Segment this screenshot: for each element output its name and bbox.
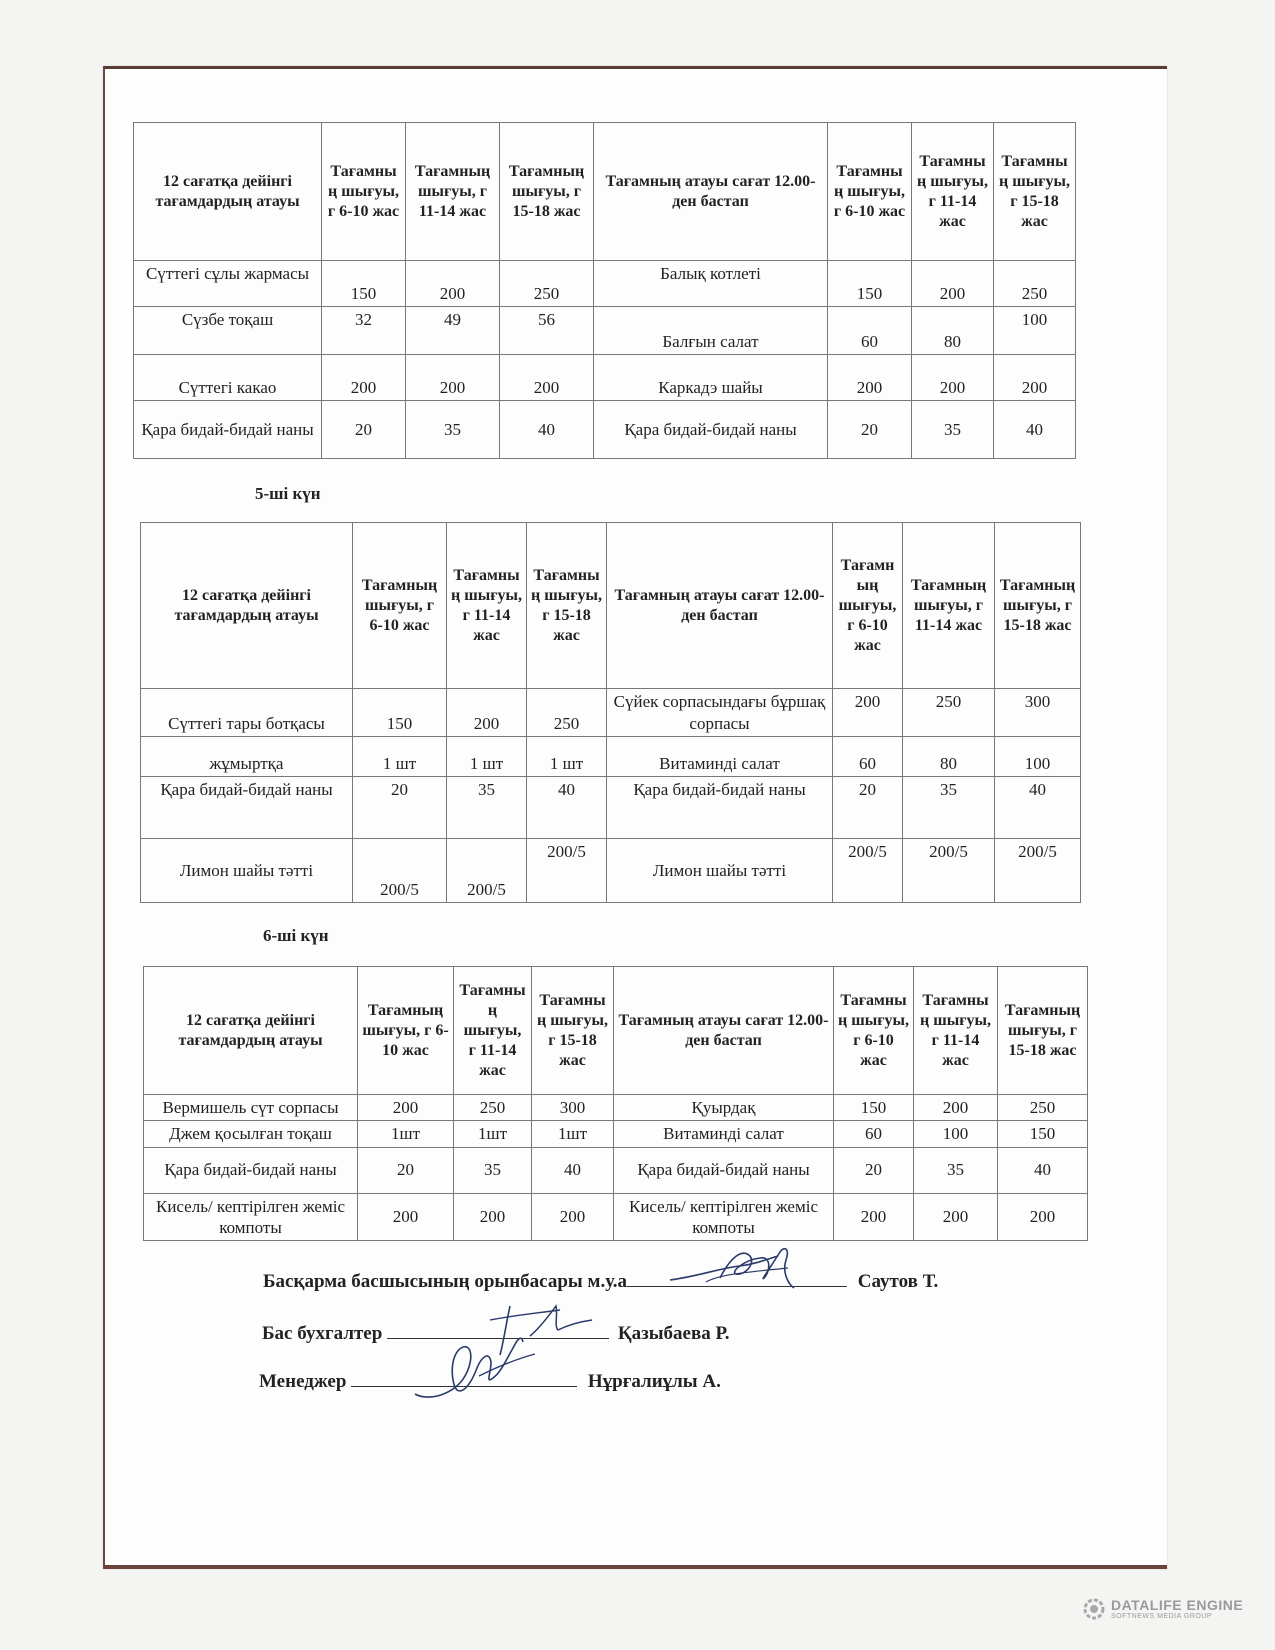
table-header-row xyxy=(134,123,1076,261)
portion-value: 80 xyxy=(903,737,995,777)
dish-name: Каркадэ шайы xyxy=(594,355,828,401)
table-row xyxy=(134,261,1076,307)
header-output-6-10: Тағамның шығуы, г 6-10 жас xyxy=(834,967,914,1095)
header-morning-dishes: 12 сағатқа дейінгі тағамдардың атауы xyxy=(141,523,353,689)
header-output-6-10: Тағамның шығуы, г 6-10 жас xyxy=(358,967,454,1095)
portion-value: 250 xyxy=(454,1095,532,1121)
portion-value: 1 шт xyxy=(353,737,447,777)
portion-value: 200 xyxy=(912,355,994,401)
portion-value: 60 xyxy=(828,307,912,355)
menu-table-day6 xyxy=(143,966,1088,1241)
portion-value: 40 xyxy=(998,1147,1088,1193)
header-output-15-18: Тағамның шығуы, г 15-18 жас xyxy=(998,967,1088,1095)
portion-value: 1 шт xyxy=(527,737,607,777)
portion-value: 150 xyxy=(998,1121,1088,1147)
header-output-6-10: Тағамның шығуы, г 6-10 жас xyxy=(322,123,406,261)
portion-value: 250 xyxy=(994,261,1076,307)
header-output-15-18: Тағамның шығуы, г 15-18 жас xyxy=(527,523,607,689)
dish-name: Қара бидай-бидай наны xyxy=(594,401,828,459)
portion-value: 200 xyxy=(914,1193,998,1241)
portion-value: 40 xyxy=(527,777,607,839)
header-output-6-10: Тағамның шығуы, г 6-10 жас xyxy=(828,123,912,261)
dish-name: Джем қосылған тоқаш xyxy=(144,1121,358,1147)
header-output-15-18: Тағамның шығуы, г 15-18 жас xyxy=(500,123,594,261)
portion-value: 200/5 xyxy=(833,839,903,903)
header-output-6-10: Тағамның шығуы, г 6-10 жас xyxy=(833,523,903,689)
table-row xyxy=(134,401,1076,459)
portion-value: 35 xyxy=(912,401,994,459)
portion-value: 200 xyxy=(532,1193,614,1241)
portion-value: 40 xyxy=(500,401,594,459)
portion-value: 35 xyxy=(447,777,527,839)
portion-value: 250 xyxy=(500,261,594,307)
header-afternoon-dishes: Тағамның атауы сағат 12.00-ден бастап xyxy=(607,523,833,689)
header-output-11-14: Тағамның шығуы, г 11-14 жас xyxy=(914,967,998,1095)
portion-value: 56 xyxy=(500,307,594,355)
day-6-title: 6-ші күн xyxy=(263,926,329,945)
portion-value: 1шт xyxy=(532,1121,614,1147)
header-output-11-14: Тағамның шығуы, г 11-14 жас xyxy=(406,123,500,261)
portion-value: 300 xyxy=(995,689,1081,737)
portion-value: 35 xyxy=(914,1147,998,1193)
portion-value: 300 xyxy=(532,1095,614,1121)
dish-name: Қара бидай-бидай наны xyxy=(607,777,833,839)
dish-name: Сүттегі сұлы жармасы xyxy=(134,261,322,307)
portion-value: 40 xyxy=(995,777,1081,839)
deputy-name: Саутов Т. xyxy=(857,1271,939,1292)
portion-value: 150 xyxy=(353,689,447,737)
portion-value: 200 xyxy=(358,1193,454,1241)
manager-label: Менеджер xyxy=(259,1371,347,1392)
portion-value: 100 xyxy=(995,737,1081,777)
portion-value: 200 xyxy=(447,689,527,737)
deputy-handwritten-signature xyxy=(660,1238,810,1298)
portion-value: 35 xyxy=(406,401,500,459)
dish-name: Қуырдақ xyxy=(614,1095,834,1121)
table-header-row xyxy=(141,523,1081,689)
portion-value: 250 xyxy=(527,689,607,737)
dish-name: Сүттегі какао xyxy=(134,355,322,401)
dish-name: Балғын салат xyxy=(594,307,828,355)
header-output-15-18: Тағамның шығуы, г 15-18 жас xyxy=(995,523,1081,689)
portion-value: 200/5 xyxy=(447,839,527,903)
header-output-11-14: Тағамның шығуы, г 11-14 жас xyxy=(447,523,527,689)
header-afternoon-dishes: Тағамның атауы сағат 12.00-ден бастап xyxy=(594,123,828,261)
portion-value: 150 xyxy=(828,261,912,307)
dish-name: Вермишель сүт сорпасы xyxy=(144,1095,358,1121)
dish-name: Кисель/ кептірілген жеміс компоты xyxy=(144,1193,358,1241)
portion-value: 100 xyxy=(994,307,1076,355)
table-row xyxy=(141,839,1081,903)
portion-value: 200 xyxy=(833,689,903,737)
dish-name: Сүйек сорпасындағы бұршақ сорпасы xyxy=(607,689,833,737)
portion-value: 200 xyxy=(322,355,406,401)
dish-name: Сүттегі тары ботқасы xyxy=(141,689,353,737)
site-watermark xyxy=(1083,1597,1243,1620)
portion-value: 200 xyxy=(994,355,1076,401)
table-row xyxy=(141,737,1081,777)
dish-name: Балық котлеті xyxy=(594,261,828,307)
day-5-title: 5-ші күн xyxy=(255,484,321,503)
portion-value: 35 xyxy=(903,777,995,839)
portion-value: 200 xyxy=(912,261,994,307)
watermark-title: DATALIFE ENGINE xyxy=(1111,1597,1244,1613)
dish-name: Сүзбе тоқаш xyxy=(134,307,322,355)
portion-value: 32 xyxy=(322,307,406,355)
header-output-11-14: Тағамның шығуы, г 11-14 жас xyxy=(903,523,995,689)
manager-handwritten-signature xyxy=(405,1328,545,1408)
dish-name: Лимон шайы тәтті xyxy=(141,839,353,903)
dish-name: Қара бидай-бидай наны xyxy=(134,401,322,459)
portion-value: 60 xyxy=(833,737,903,777)
portion-value: 49 xyxy=(406,307,500,355)
portion-value: 200 xyxy=(834,1193,914,1241)
portion-value: 1шт xyxy=(454,1121,532,1147)
portion-value: 35 xyxy=(454,1147,532,1193)
deputy-signature-line xyxy=(263,1270,938,1293)
dish-name: жұмыртқа xyxy=(141,737,353,777)
menu-table-day5 xyxy=(140,522,1081,903)
gear-logo-icon xyxy=(1083,1598,1105,1620)
table-row xyxy=(144,1193,1088,1241)
portion-value: 200 xyxy=(998,1193,1088,1241)
accountant-name: Қазыбаева Р. xyxy=(617,1323,730,1344)
dish-name: Витаминді салат xyxy=(614,1121,834,1147)
header-output-6-10: Тағамның шығуы, г 6-10 жас xyxy=(353,523,447,689)
portion-value: 20 xyxy=(833,777,903,839)
portion-value: 200/5 xyxy=(353,839,447,903)
dish-name: Витаминді салат xyxy=(607,737,833,777)
table-row xyxy=(134,355,1076,401)
header-output-15-18: Тағамның шығуы, г 15-18 жас xyxy=(532,967,614,1095)
portion-value: 200/5 xyxy=(527,839,607,903)
portion-value: 40 xyxy=(994,401,1076,459)
portion-value: 100 xyxy=(914,1121,998,1147)
watermark-subtitle: SOFTNEWS MEDIA GROUP xyxy=(1111,1613,1213,1620)
header-output-11-14: Тағамның шығуы, г 11-14 жас xyxy=(454,967,532,1095)
portion-value: 200/5 xyxy=(903,839,995,903)
table-row xyxy=(134,307,1076,355)
portion-value: 150 xyxy=(834,1095,914,1121)
menu-table-day4 xyxy=(133,122,1076,459)
portion-value: 1 шт xyxy=(447,737,527,777)
portion-value: 200 xyxy=(454,1193,532,1241)
portion-value: 200/5 xyxy=(995,839,1081,903)
portion-value: 60 xyxy=(834,1121,914,1147)
header-output-11-14: Тағамның шығуы, г 11-14 жас xyxy=(912,123,994,261)
portion-value: 200 xyxy=(500,355,594,401)
portion-value: 20 xyxy=(828,401,912,459)
dish-name: Кисель/ кептірілген жеміс компоты xyxy=(614,1193,834,1241)
table-row xyxy=(144,1121,1088,1147)
portion-value: 1шт xyxy=(358,1121,454,1147)
portion-value: 200 xyxy=(406,261,500,307)
dish-name: Қара бидай-бидай наны xyxy=(141,777,353,839)
portion-value: 20 xyxy=(834,1147,914,1193)
table-row xyxy=(141,777,1081,839)
header-morning-dishes: 12 сағатқа дейінгі тағамдардың атауы xyxy=(144,967,358,1095)
portion-value: 250 xyxy=(903,689,995,737)
header-morning-dishes: 12 сағатқа дейінгі тағамдардың атауы xyxy=(134,123,322,261)
table-header-row xyxy=(144,967,1088,1095)
header-output-15-18: Тағамның шығуы, г 15-18 жас xyxy=(994,123,1076,261)
portion-value: 40 xyxy=(532,1147,614,1193)
portion-value: 20 xyxy=(322,401,406,459)
portion-value: 150 xyxy=(322,261,406,307)
portion-value: 200 xyxy=(914,1095,998,1121)
portion-value: 250 xyxy=(998,1095,1088,1121)
table-row xyxy=(144,1147,1088,1193)
manager-name: Нұрғалиұлы А. xyxy=(587,1371,721,1392)
portion-value: 200 xyxy=(828,355,912,401)
deputy-label: Басқарма басшысының орынбасары м.у.а xyxy=(263,1271,628,1292)
dish-name: Қара бидай-бидай наны xyxy=(614,1147,834,1193)
table-row xyxy=(141,689,1081,737)
portion-value: 20 xyxy=(358,1147,454,1193)
portion-value: 200 xyxy=(406,355,500,401)
dish-name: Қара бидай-бидай наны xyxy=(144,1147,358,1193)
table-row xyxy=(144,1095,1088,1121)
dish-name: Лимон шайы тәтті xyxy=(607,839,833,903)
portion-value: 80 xyxy=(912,307,994,355)
header-afternoon-dishes: Тағамның атауы сағат 12.00-ден бастап xyxy=(614,967,834,1095)
accountant-label: Бас бухгалтер xyxy=(262,1323,383,1344)
portion-value: 200 xyxy=(358,1095,454,1121)
portion-value: 20 xyxy=(353,777,447,839)
